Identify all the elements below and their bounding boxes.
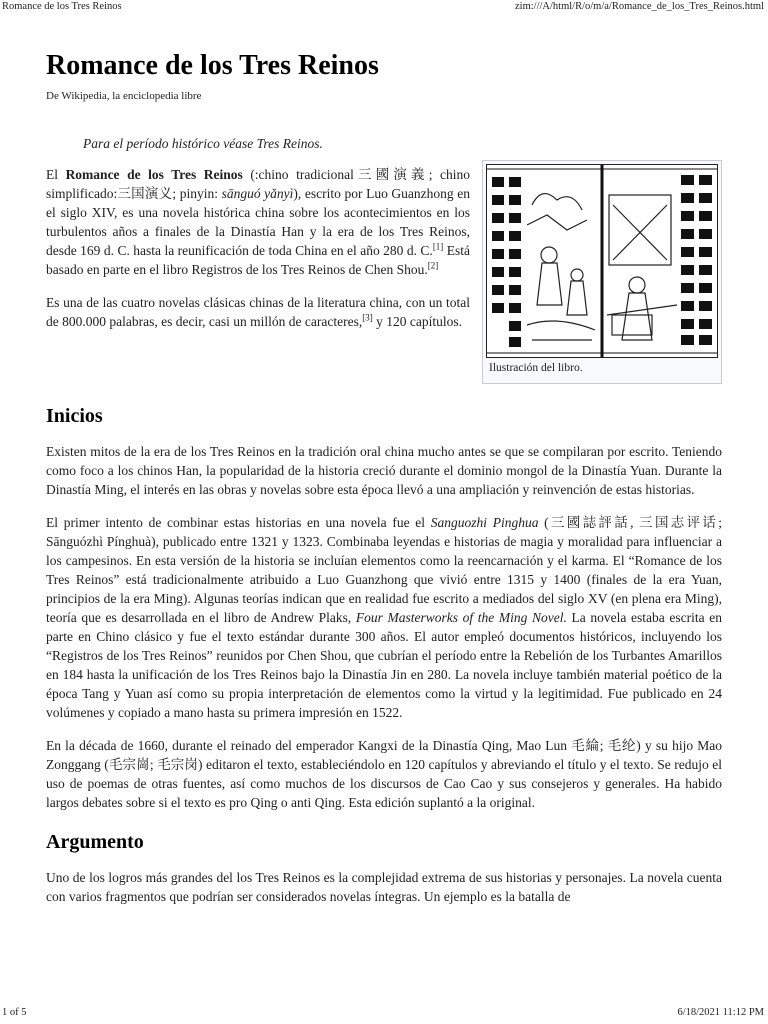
inicios-paragraph-2: El primer intento de combinar estas historias en una novela fue el Sanguozhi Pinghua (三國誌評話, 三国志评话; Sānguózhì Pínghuà), publicado entre 1321 y 1323. Combinaba leyendas e historias de magia y moralidad para influenciar a los campesinos. En esta versión de la historia se incluían elementos como la reencarnación y el karma. El “Romance de los Tres Reinos” está tradicionalmente atribuido a Luo Guanzhong que vivió entre 1315 y 1400 (finales de la era Yuan, principios de la era Ming). Algunas teorías indican que en realidad fue escrito a mediados del siglo XV (en plena era Ming), teoría que es desarrollada en el libro de Andrew Plaks, Four Masterworks of the Ming Novel. La novela estaba escrita en parte en Chino clásico y fue el texto estándar durante 300 años. El autor empleó documentos históricos, incluyendo los “Registros de los Tres Reinos” reunidos por Chen Shou, que cubrían el período entre la Rebelión de los Turbantes Amarillos en 184 hasta la unificación de los Tres Reinos bajo la Dinastía Jin en 280. La novela incluye también material poético de la época Tang y Yuan así como su propia interpretación de elementos como la virtud y la legitimidad. Fue publicado en 24 volúmenes y copiado a mano hasta su primera impresión en 1522. — [46, 515, 722, 720]
print-datetime: 6/18/2021 11:12 PM — [677, 1007, 764, 1018]
print-footer — [0, 1006, 768, 1022]
article-subject: Romance de los Tres Reinos — [65, 167, 243, 182]
argumento-paragraph-1: Uno de los logros más grandes del los Tres Reinos es la complejidad extrema de sus historias y personajes. La novela cuenta con varios fragmentos que podrían ser considerados novelas íntegras. Un ejemplo es la batalla de — [46, 870, 722, 904]
reference-link-1[interactable]: [1] — [432, 241, 444, 252]
book-illustration-image[interactable] — [486, 164, 718, 358]
print-header — [0, 0, 768, 16]
print-header-title: Romance de los Tres Reinos — [2, 1, 122, 12]
page-title: Romance de los Tres Reinos — [46, 50, 379, 81]
hatnote: Para el período histórico véase Tres Reinos. — [83, 136, 323, 151]
print-header-url: zim:///A/html/R/o/m/a/Romance_de_los_Tres_Reinos.html — [515, 1, 764, 12]
inicios-paragraph-3: En la década de 1660, durante el reinado del emperador Kangxi de la Dinastía Qing, Mao Lun 毛綸; 毛纶) y su hijo Mao Zonggang (毛宗崗; 毛宗岗) editaron el texto, estableciéndolo en 120 capítulos y abreviando el título y el texto. Se redujo el uso de poemas de otras fuentes, así como muchos de los discursos de Cao Cao y sus consejeros y generales. Ha habido largos debates sobre si el texto es pro Qing o anti Qing. Esta edición suplantó a la original. — [46, 738, 722, 810]
page-count: 1 of 5 — [2, 1007, 27, 1018]
site-subtitle: De Wikipedia, la enciclopedia libre — [46, 90, 202, 102]
thumbnail-caption: Ilustración del libro. — [489, 362, 583, 374]
inicios-paragraph-1: Existen mitos de la era de los Tres Reinos en la tradición oral china mucho antes se que se compilaran por escrito. Teniendo como foco a los chinos Han, la popularidad de la historia creció durante el dominio mongol de la Dinastía Yuan. Durante la Dinastía Ming, el interés en las obras y novelas sobre esta época llevó a una ampliación y reinvención de estas historias. — [46, 444, 722, 497]
section-heading-argumento: Argumento — [46, 831, 144, 853]
reference-link-2[interactable]: [2] — [427, 260, 439, 271]
intro-paragraph-1: El Romance de los Tres Reinos (:chino tradicional三國演義; chino simplificado:三国演义; pinyin: sānguó yǎnyì), escrito por Luo Guanzhong en el siglo XIV, es una novela histórica china sobre los acontecimientos en los turbulentos años a finales de la Dinastía Han y la era de los Tres Reinos, desde 169 d. C. hasta la reunificación de toda China en el año 280 d. C.[1] Está basado en parte en el libro Registros de los Tres Reinos de Chen Shou.[2] — [46, 167, 471, 277]
article-content — [46, 50, 722, 906]
section-heading-inicios: Inicios — [46, 405, 103, 427]
reference-link-3[interactable]: [3] — [362, 312, 373, 323]
thumbnail-box — [482, 160, 722, 384]
intro-paragraph-2: Es una de las cuatro novelas clásicas chinas de la literatura china, con un total de 800.000 palabras, es decir, casi un millón de caracteres,[3] y 120 capítulos. — [46, 295, 470, 329]
